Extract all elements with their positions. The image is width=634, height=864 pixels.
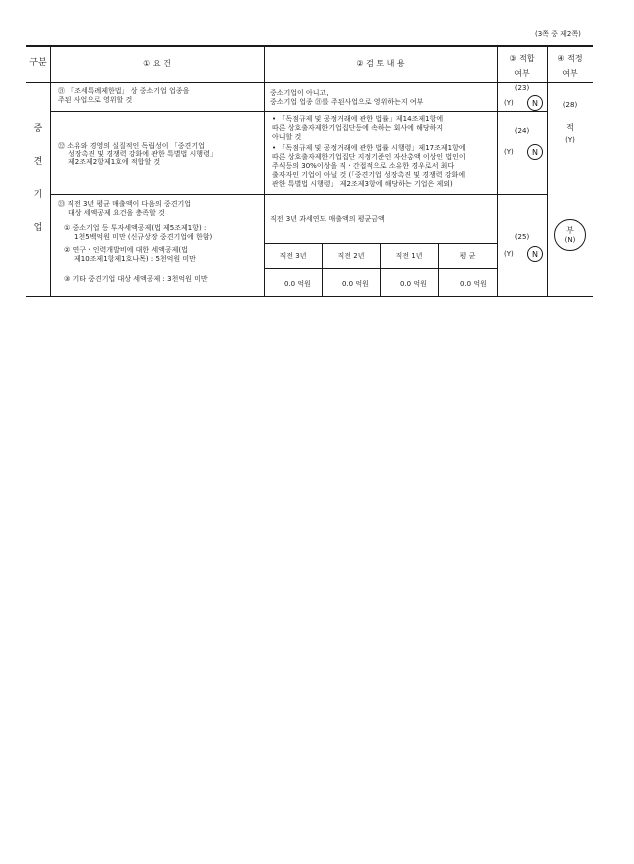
row3-sub-b-line1: ② 연구ㆍ인력개발비에 대한 세액공제(법 (64, 246, 188, 254)
page-indicator: (3쪽 중 제2쪽) (535, 30, 581, 38)
header-fit-line1: ③ 적합 (509, 54, 535, 63)
row2-review-line6: 주식등의 30%이상을 직ㆍ간접적으로 소유한 경우로서 최다 (272, 162, 455, 170)
header-fit-line2: 여부 (514, 69, 530, 78)
row2-review-line4: • 「독점규제 및 공정거래에 관한 법률 시행령」제17조제1항에 (272, 144, 466, 152)
row3-requirement-line2: 대상 세액공제 요건을 충족할 것 (68, 209, 165, 217)
row2-review-line2: 따른 상호출자제한기업집단등에 속하는 회사에 해당하지 (272, 124, 444, 132)
row2-requirement-line2: 성장촉진 및 경쟁력 강화에 관한 특별법 시행령」 (68, 150, 217, 158)
row2-review-line1: • 「독점규제 및 공정거래에 관한 법률」제14조제1항에 (272, 115, 444, 123)
proper-yes-code: (Y) (565, 136, 575, 144)
category-char-2: 견 (33, 157, 43, 167)
row1-yes-option: (Y) (504, 99, 514, 107)
sales-value-avg[interactable] (460, 280, 487, 289)
sales-value-avg-unit: 억원 (473, 280, 487, 288)
header-proper-line1: ④ 적정 (557, 54, 583, 63)
col-divider-1 (50, 45, 51, 296)
row2-no-option-circled[interactable] (527, 144, 543, 160)
sales-divider-2 (380, 243, 381, 296)
header-bottom-border (26, 82, 593, 83)
category-char-3: 기 (33, 190, 43, 200)
proper-code: (28) (562, 101, 578, 109)
sales-divider-3 (438, 243, 439, 296)
row2-no-label: N (532, 147, 538, 157)
row1-no-label: N (532, 98, 538, 108)
col-divider-3 (497, 45, 498, 296)
header-review: ② 검 토 내 용 (356, 59, 405, 68)
proper-no-option-circled[interactable] (554, 219, 586, 251)
row2-review-line3: 아니할 것 (272, 133, 302, 141)
row2-requirement-line1: ㉒ 소유와 경영의 실질적인 독립성이 「중견기업 (58, 142, 205, 150)
row1-requirement-line2: 주된 사업으로 영위할 것 (58, 96, 133, 104)
row1-bottom-border (50, 111, 547, 112)
row1-code: (23) (514, 84, 530, 92)
row1-review-line1: 중소기업이 아니고, (270, 89, 329, 97)
sales-value-3y-amount: 0.0 (284, 280, 296, 288)
row2-bottom-border (50, 194, 547, 195)
row2-yes-option: (Y) (504, 148, 514, 156)
sales-value-avg-amount: 0.0 (460, 280, 472, 288)
row1-requirement-line1: ㉑ 「조세특례제한법」 상 중소기업 업종을 (58, 87, 190, 95)
row3-sub-b-line2: 제10조제1항제1호나목) : 5천억원 미만 (74, 255, 196, 263)
row3-review-line1: 직전 3년 과세연도 매출액의 평균금액 (270, 215, 385, 223)
sales-header-avg: 평 균 (459, 252, 476, 260)
sales-header-3y: 직전 3년 (279, 252, 307, 260)
row1-review-line2: 중소기업 업종 ㉑를 주된사업으로 영위하는지 여부 (270, 98, 424, 106)
row3-code: (25) (514, 233, 530, 241)
row2-review-line5: 따른 상호출자제한기업집단 지정기준인 자산총액 이상인 법인이 (272, 153, 466, 161)
row2-review-line7: 출자자인 기업이 아닐 것 (「중견기업 성장촉진 및 경쟁력 강화에 (272, 171, 466, 179)
row3-sub-a-line2: 1천5백억원 미만 (신규상장 중견기업에 한함) (74, 233, 213, 241)
row2-review-line8: 관한 특별법 시행령」 제2조제3항에 해당하는 기업은 제외) (272, 180, 453, 188)
row3-sub-c: ③ 기타 중견기업 대상 세액공제 : 3천억원 미만 (64, 275, 208, 283)
header-proper-line2: 여부 (562, 69, 578, 78)
col-divider-4 (547, 45, 548, 296)
table-bottom-border (26, 296, 593, 297)
sales-value-1y[interactable] (400, 280, 427, 289)
category-char-4: 업 (33, 223, 43, 233)
sales-value-3y-unit: 억원 (297, 280, 311, 288)
row2-requirement-line3: 제2조제2항제1호에 적합할 것 (68, 158, 161, 166)
sales-value-2y-amount: 0.0 (342, 280, 354, 288)
sales-value-3y[interactable] (284, 280, 311, 289)
sales-header-2y: 직전 2년 (337, 252, 365, 260)
header-category: 구분 (29, 58, 47, 68)
sales-value-2y-unit: 억원 (355, 280, 369, 288)
sales-value-2y[interactable] (342, 280, 369, 289)
sales-divider-1 (322, 243, 323, 296)
header-requirements: ① 요 건 (143, 59, 171, 68)
table-top-border (26, 45, 593, 47)
proper-no-code: (N) (564, 235, 576, 244)
row1-no-option-circled[interactable] (527, 95, 543, 111)
category-char-1: 중 (33, 124, 43, 134)
row3-no-option-circled[interactable] (527, 246, 543, 262)
row2-code: (24) (514, 127, 530, 135)
sales-header-1y: 직전 1년 (395, 252, 423, 260)
row3-sub-a-line1: ① 중소기업 등 투자세액공제(법 제5조제1항) : (64, 224, 207, 232)
row3-yes-option: (Y) (504, 250, 514, 258)
row3-requirement-line1: ㉓ 직전 3년 평균 매출액이 다음의 중견기업 (58, 200, 191, 208)
proper-no-label: 부 (566, 225, 574, 235)
sales-value-1y-amount: 0.0 (400, 280, 412, 288)
sales-value-1y-unit: 억원 (413, 280, 427, 288)
proper-yes-label: 적 (566, 123, 574, 132)
row3-no-label: N (532, 249, 538, 259)
